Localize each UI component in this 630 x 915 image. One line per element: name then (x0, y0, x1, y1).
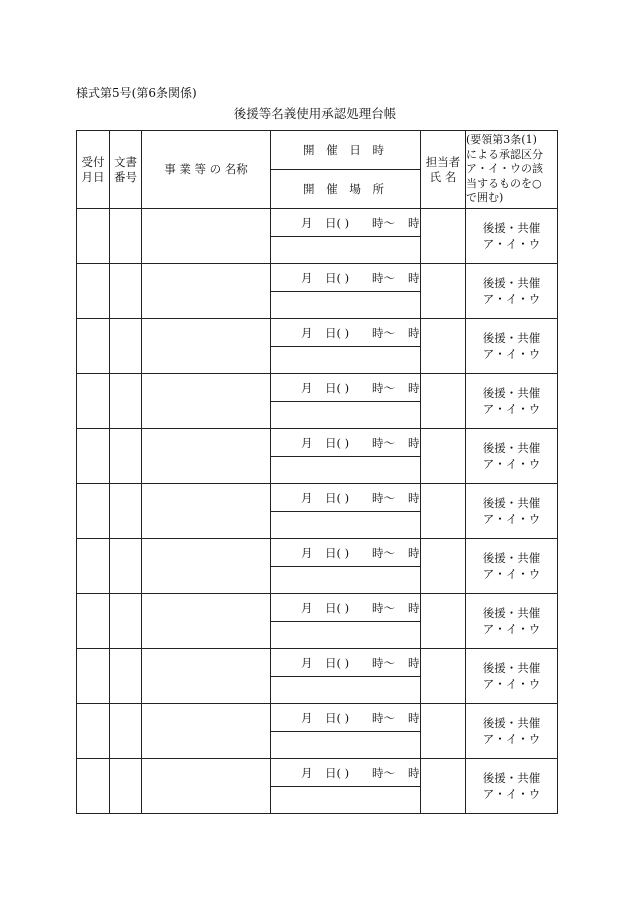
approval-category-cell[interactable] (466, 319, 558, 374)
approval-category-options: ア・イ・ウ (482, 512, 541, 526)
person-in-charge-cell[interactable] (421, 594, 466, 649)
header-approval-line1: (要領第3条(1) (466, 133, 537, 147)
header-person-in-charge (421, 131, 466, 209)
header-event-venue-text: 開 催 場 所 (303, 181, 388, 196)
approval-type-options: 後援・共催 (482, 276, 541, 290)
document-number-cell[interactable] (110, 594, 142, 649)
approval-type-options: 後援・共催 (482, 606, 541, 620)
header-document-number-line2: 番号 (114, 169, 137, 184)
header-reception-date (77, 131, 110, 209)
approval-category-cell[interactable] (466, 484, 558, 539)
approval-type-options: 後援・共催 (482, 441, 541, 455)
header-event-name-text: 事 業 等 の 名称 (164, 162, 248, 176)
hour-to-label: 時 (408, 655, 420, 670)
month-label: 月 (301, 710, 313, 725)
event-datetime-cell[interactable] (271, 374, 421, 402)
entry-row-top (77, 649, 558, 677)
document-number-cell[interactable] (110, 759, 142, 814)
header-reception-date-line1: 受付 (81, 154, 105, 169)
header-approval-line3: ア・イ・ウの該 (466, 162, 543, 176)
event-venue-cell[interactable] (271, 622, 421, 649)
event-name-cell[interactable] (142, 484, 271, 539)
header-approval-line4: 当するものを○ (466, 176, 542, 190)
approval-category-options: ア・イ・ウ (482, 292, 541, 306)
person-in-charge-cell[interactable] (421, 759, 466, 814)
hour-to-label: 時 (408, 765, 420, 780)
approval-category-options: ア・イ・ウ (482, 732, 541, 746)
approval-category-options: ア・イ・ウ (482, 787, 541, 801)
hour-from-label: 時～ (372, 765, 395, 780)
approval-category-options: ア・イ・ウ (482, 567, 541, 581)
person-in-charge-cell[interactable] (421, 209, 466, 264)
day-weekday-label: 日( ) (325, 270, 350, 285)
event-datetime-cell[interactable] (271, 594, 421, 622)
event-name-cell[interactable] (142, 649, 271, 704)
day-weekday-label: 日( ) (325, 710, 350, 725)
month-label: 月 (301, 545, 313, 560)
approval-category-cell[interactable] (466, 594, 558, 649)
event-venue-cell[interactable] (271, 567, 421, 594)
approval-category-cell[interactable] (466, 264, 558, 319)
person-in-charge-cell[interactable] (421, 649, 466, 704)
reception-date-cell[interactable] (77, 649, 110, 704)
day-weekday-label: 日( ) (325, 600, 350, 615)
event-venue-cell[interactable] (271, 457, 421, 484)
person-in-charge-cell[interactable] (421, 539, 466, 594)
approval-category-options: ア・イ・ウ (482, 402, 541, 416)
approval-category-cell[interactable] (466, 539, 558, 594)
event-datetime-cell[interactable] (271, 539, 421, 567)
entry-row-top (77, 264, 558, 292)
document-number-cell[interactable] (110, 484, 142, 539)
reception-date-cell[interactable] (77, 484, 110, 539)
approval-type-options: 後援・共催 (482, 716, 541, 730)
hour-to-label: 時 (408, 270, 420, 285)
entry-row-top (77, 209, 558, 237)
event-datetime-cell[interactable] (271, 209, 421, 237)
entry-row-top (77, 429, 558, 457)
day-weekday-label: 日( ) (325, 325, 350, 340)
hour-from-label: 時～ (372, 215, 395, 230)
event-name-cell[interactable] (142, 759, 271, 814)
document-number-cell[interactable] (110, 209, 142, 264)
approval-type-options: 後援・共催 (482, 386, 541, 400)
person-in-charge-cell[interactable] (421, 429, 466, 484)
day-weekday-label: 日( ) (325, 215, 350, 230)
day-weekday-label: 日( ) (325, 545, 350, 560)
header-person-line2: 氏 名 (429, 169, 457, 184)
reception-date-cell[interactable] (77, 429, 110, 484)
hour-to-label: 時 (408, 710, 420, 725)
person-in-charge-cell[interactable] (421, 319, 466, 374)
header-document-number-line1: 文書 (114, 154, 137, 169)
event-datetime-cell[interactable] (271, 759, 421, 787)
reception-date-cell[interactable] (77, 594, 110, 649)
approval-category-options: ア・イ・ウ (482, 457, 541, 471)
month-label: 月 (301, 325, 313, 340)
header-approval-line2: による承認区分 (466, 147, 543, 161)
month-label: 月 (301, 215, 313, 230)
event-venue-cell[interactable] (271, 677, 421, 704)
header-approval-category (466, 131, 558, 209)
reception-date-cell[interactable] (77, 759, 110, 814)
entry-row-top (77, 319, 558, 347)
entry-row-top (77, 594, 558, 622)
hour-to-label: 時 (408, 215, 420, 230)
approval-category-cell[interactable] (466, 759, 558, 814)
hour-from-label: 時～ (372, 600, 395, 615)
event-name-cell[interactable] (142, 429, 271, 484)
approval-type-options: 後援・共催 (482, 661, 541, 675)
entry-row-top (77, 374, 558, 402)
header-document-number (110, 131, 142, 209)
hour-from-label: 時～ (372, 545, 395, 560)
hour-from-label: 時～ (372, 710, 395, 725)
day-weekday-label: 日( ) (325, 490, 350, 505)
approval-category-cell[interactable] (466, 649, 558, 704)
document-number-cell[interactable] (110, 319, 142, 374)
month-label: 月 (301, 655, 313, 670)
event-venue-cell[interactable] (271, 237, 421, 264)
event-datetime-cell[interactable] (271, 704, 421, 732)
event-venue-cell[interactable] (271, 787, 421, 814)
hour-from-label: 時～ (372, 490, 395, 505)
hour-to-label: 時 (408, 435, 420, 450)
approval-category-options: ア・イ・ウ (482, 347, 541, 361)
entry-row-top (77, 704, 558, 732)
reception-date-cell[interactable] (77, 319, 110, 374)
month-label: 月 (301, 435, 313, 450)
document-number-cell[interactable] (110, 539, 142, 594)
event-name-cell[interactable] (142, 319, 271, 374)
document-number-cell[interactable] (110, 649, 142, 704)
approval-type-options: 後援・共催 (482, 221, 541, 235)
event-name-cell[interactable] (142, 704, 271, 759)
approval-category-options: ア・イ・ウ (482, 677, 541, 691)
person-in-charge-cell[interactable] (421, 374, 466, 429)
event-datetime-cell[interactable] (271, 649, 421, 677)
approval-category-cell[interactable] (466, 704, 558, 759)
hour-from-label: 時～ (372, 325, 395, 340)
header-row-top (77, 131, 558, 170)
ledger-table (76, 130, 558, 814)
month-label: 月 (301, 600, 313, 615)
day-weekday-label: 日( ) (325, 655, 350, 670)
day-weekday-label: 日( ) (325, 765, 350, 780)
hour-from-label: 時～ (372, 380, 395, 395)
event-venue-cell[interactable] (271, 732, 421, 759)
person-in-charge-cell[interactable] (421, 704, 466, 759)
event-venue-cell[interactable] (271, 292, 421, 319)
header-reception-date-line2: 月日 (81, 169, 105, 184)
month-label: 月 (301, 380, 313, 395)
event-name-cell[interactable] (142, 374, 271, 429)
day-weekday-label: 日( ) (325, 380, 350, 395)
event-datetime-cell[interactable] (271, 264, 421, 292)
form-number: 様式第5号(第6条関係) (76, 86, 197, 100)
month-label: 月 (301, 270, 313, 285)
header-event-datetime-text: 開 催 日 時 (303, 142, 388, 157)
month-label: 月 (301, 490, 313, 505)
reception-date-cell[interactable] (77, 264, 110, 319)
approval-category-options: ア・イ・ウ (482, 622, 541, 636)
hour-from-label: 時～ (372, 270, 395, 285)
approval-category-cell[interactable] (466, 209, 558, 264)
approval-category-options: ア・イ・ウ (482, 237, 541, 251)
month-label: 月 (301, 765, 313, 780)
hour-to-label: 時 (408, 600, 420, 615)
approval-type-options: 後援・共催 (482, 331, 541, 345)
reception-date-cell[interactable] (77, 209, 110, 264)
event-name-cell[interactable] (142, 209, 271, 264)
approval-type-options: 後援・共催 (482, 496, 541, 510)
day-weekday-label: 日( ) (325, 435, 350, 450)
ledger-body (77, 209, 558, 814)
document-number-cell[interactable] (110, 429, 142, 484)
approval-category-cell[interactable] (466, 374, 558, 429)
event-venue-cell[interactable] (271, 512, 421, 539)
header-approval-line5: で囲む) (466, 191, 504, 205)
document-number-cell[interactable] (110, 374, 142, 429)
document-number-cell[interactable] (110, 704, 142, 759)
event-name-cell[interactable] (142, 539, 271, 594)
hour-to-label: 時 (408, 325, 420, 340)
event-datetime-cell[interactable] (271, 484, 421, 512)
hour-from-label: 時～ (372, 435, 395, 450)
approval-category-cell[interactable] (466, 429, 558, 484)
event-name-cell[interactable] (142, 594, 271, 649)
event-datetime-cell[interactable] (271, 429, 421, 457)
document-title: 後援等名義使用承認処理台帳 (233, 106, 397, 121)
person-in-charge-cell[interactable] (421, 484, 466, 539)
reception-date-cell[interactable] (77, 374, 110, 429)
hour-from-label: 時～ (372, 655, 395, 670)
header-person-line1: 担当者 (425, 154, 461, 169)
person-in-charge-cell[interactable] (421, 264, 466, 319)
entry-row-top (77, 484, 558, 512)
hour-to-label: 時 (408, 545, 420, 560)
reception-date-cell[interactable] (77, 704, 110, 759)
approval-type-options: 後援・共催 (482, 551, 541, 565)
header-event-datetime (271, 131, 421, 170)
event-datetime-cell[interactable] (271, 319, 421, 347)
header-event-name (142, 131, 271, 209)
event-venue-cell[interactable] (271, 347, 421, 374)
header-event-venue (271, 170, 421, 209)
reception-date-cell[interactable] (77, 539, 110, 594)
document-number-cell[interactable] (110, 264, 142, 319)
hour-to-label: 時 (408, 380, 420, 395)
hour-to-label: 時 (408, 490, 420, 505)
entry-row-top (77, 759, 558, 787)
event-venue-cell[interactable] (271, 402, 421, 429)
entry-row-top (77, 539, 558, 567)
event-name-cell[interactable] (142, 264, 271, 319)
approval-type-options: 後援・共催 (482, 771, 541, 785)
